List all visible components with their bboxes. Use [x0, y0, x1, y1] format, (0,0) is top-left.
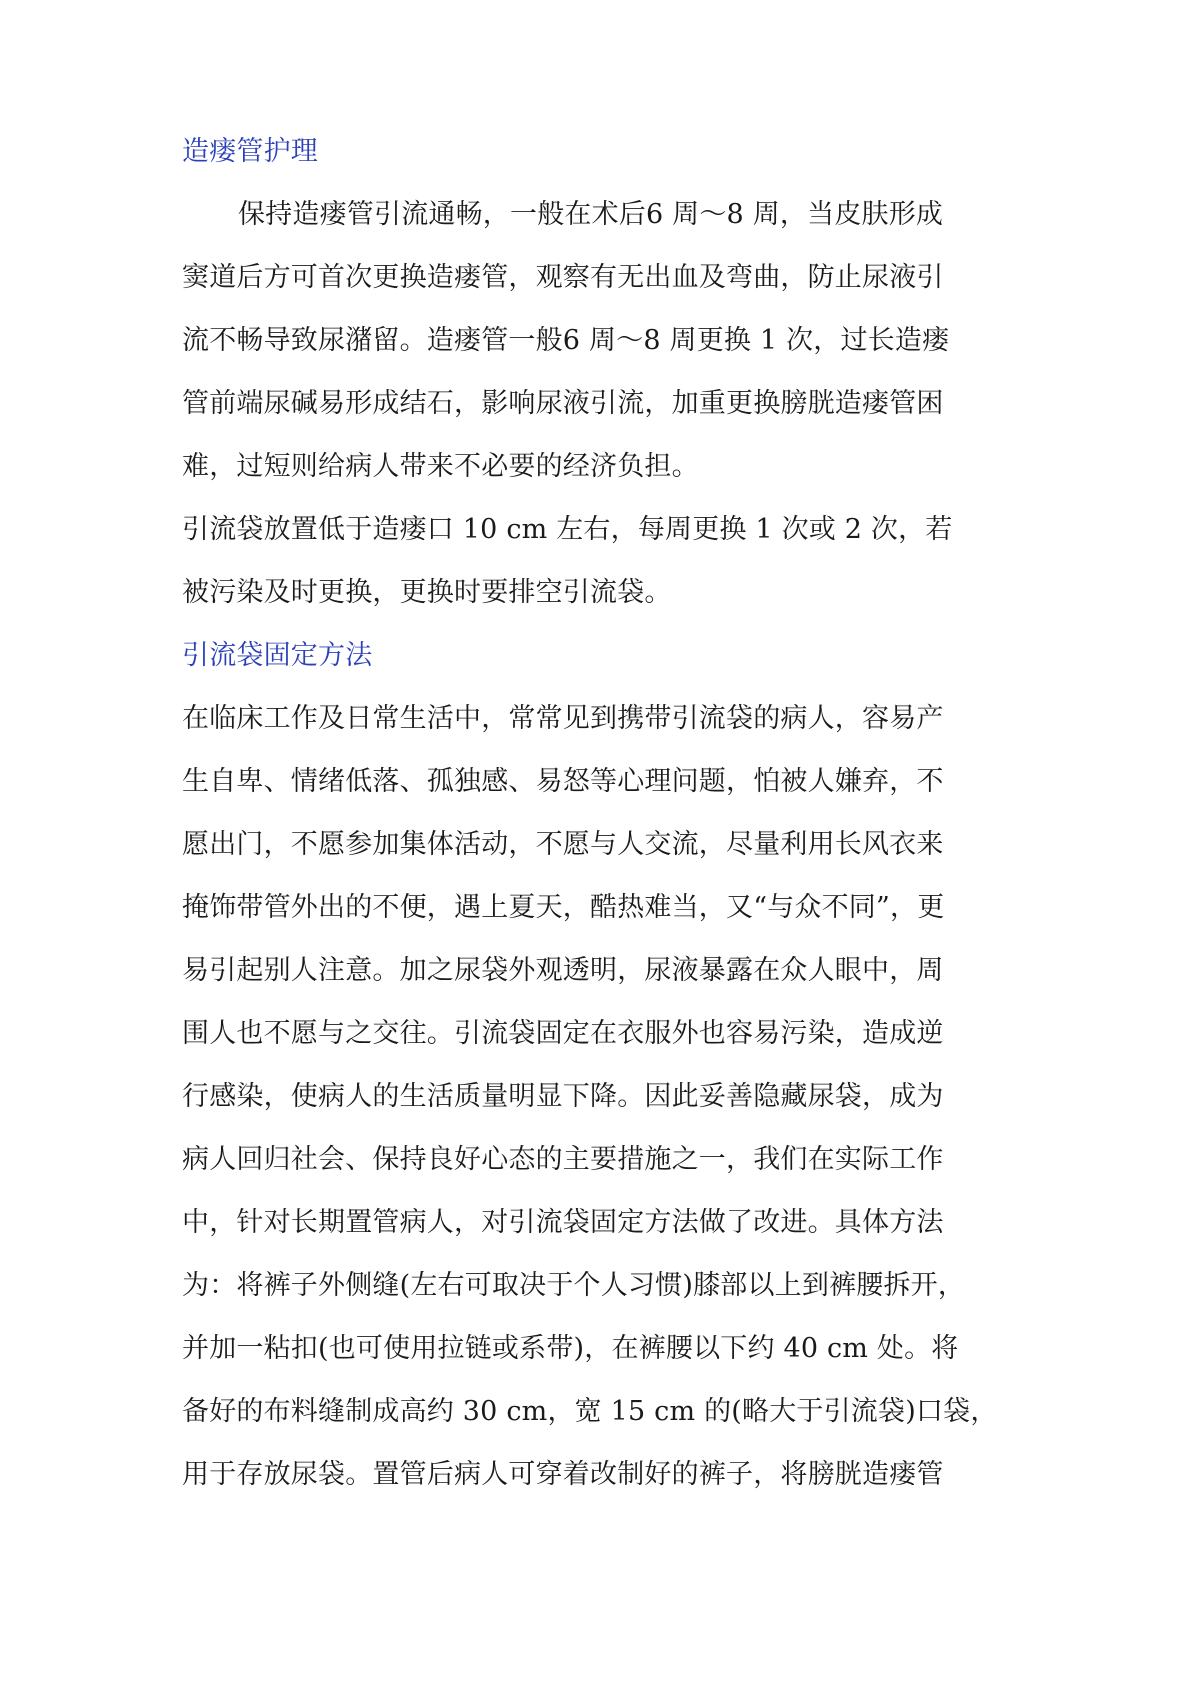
paragraph-line: 掩饰带管外出的不便，遇上夏天，酷热难当，又“与众不同”，更 — [182, 892, 945, 923]
paragraph-line: 行感染，使病人的生活质量明显下降。因此妥善隐藏尿袋，成为 — [182, 1081, 944, 1112]
paragraph-line: 愿出门，不愿参加集体活动，不愿与人交流，尽量利用长风衣来 — [182, 829, 944, 860]
section-heading-fistula-tube-care: 造瘘管护理 — [182, 136, 318, 167]
paragraph-line: 为：将裤子外侧缝(左右可取决于个人习惯)膝部以上到裤腰拆开， — [182, 1270, 966, 1301]
paragraph-fistula-tube-care — [182, 183, 982, 498]
paragraph-line: 用于存放尿袋。置管后病人可穿着改制好的裤子，将膀胱造瘘管 — [182, 1459, 944, 1490]
paragraph-line: 病人回归社会、保持良好心态的主要措施之一，我们在实际工作 — [182, 1144, 944, 1175]
paragraph-line: 在临床工作及日常生活中，常常见到携带引流袋的病人，容易产 — [182, 703, 944, 734]
paragraph-drainage-bag-fixation — [182, 687, 998, 1506]
paragraph-line: 窦道后方可首次更换造瘘管，观察有无出血及弯曲，防止尿液引 — [182, 262, 944, 293]
paragraph-line: 中，针对长期置管病人，对引流袋固定方法做了改进。具体方法 — [182, 1207, 944, 1238]
paragraph-line: 易引起别人注意。加之尿袋外观透明，尿液暴露在众人眼中，周 — [182, 955, 944, 986]
paragraph-drainage-bag-placement — [182, 498, 982, 624]
paragraph-line: 围人也不愿与之交往。引流袋固定在衣服外也容易污染，造成逆 — [182, 1018, 944, 1049]
paragraph-line: 生自卑、情绪低落、孤独感、易怒等心理问题，怕被人嫌弃，不 — [182, 766, 944, 797]
paragraph-line: 管前端尿碱易形成结石，影响尿液引流，加重更换膀胱造瘘管困 — [182, 388, 944, 419]
paragraph-line: 流不畅导致尿潴留。造瘘管一般6 周～8 周更换 1 次，过长造瘘 — [182, 325, 950, 356]
paragraph-line: 并加一粘扣(也可使用拉链或系带)，在裤腰以下约 40 cm 处。将 — [182, 1333, 959, 1364]
paragraph-line: 保持造瘘管引流通畅，一般在术后6 周～8 周，当皮肤形成 — [238, 199, 944, 230]
paragraph-line: 备好的布料缝制成高约 30 cm，宽 15 cm 的(略大于引流袋)口袋， — [182, 1396, 998, 1427]
paragraph-line: 引流袋放置低于造瘘口 10 cm 左右，每周更换 1 次或 2 次，若 — [182, 514, 953, 545]
paragraph-line: 难，过短则给病人带来不必要的经济负担。 — [182, 451, 699, 482]
document-body — [182, 120, 998, 1506]
section-heading-drainage-bag-fixation: 引流袋固定方法 — [182, 640, 373, 671]
paragraph-line: 被污染及时更换，更换时要排空引流袋。 — [182, 577, 672, 608]
